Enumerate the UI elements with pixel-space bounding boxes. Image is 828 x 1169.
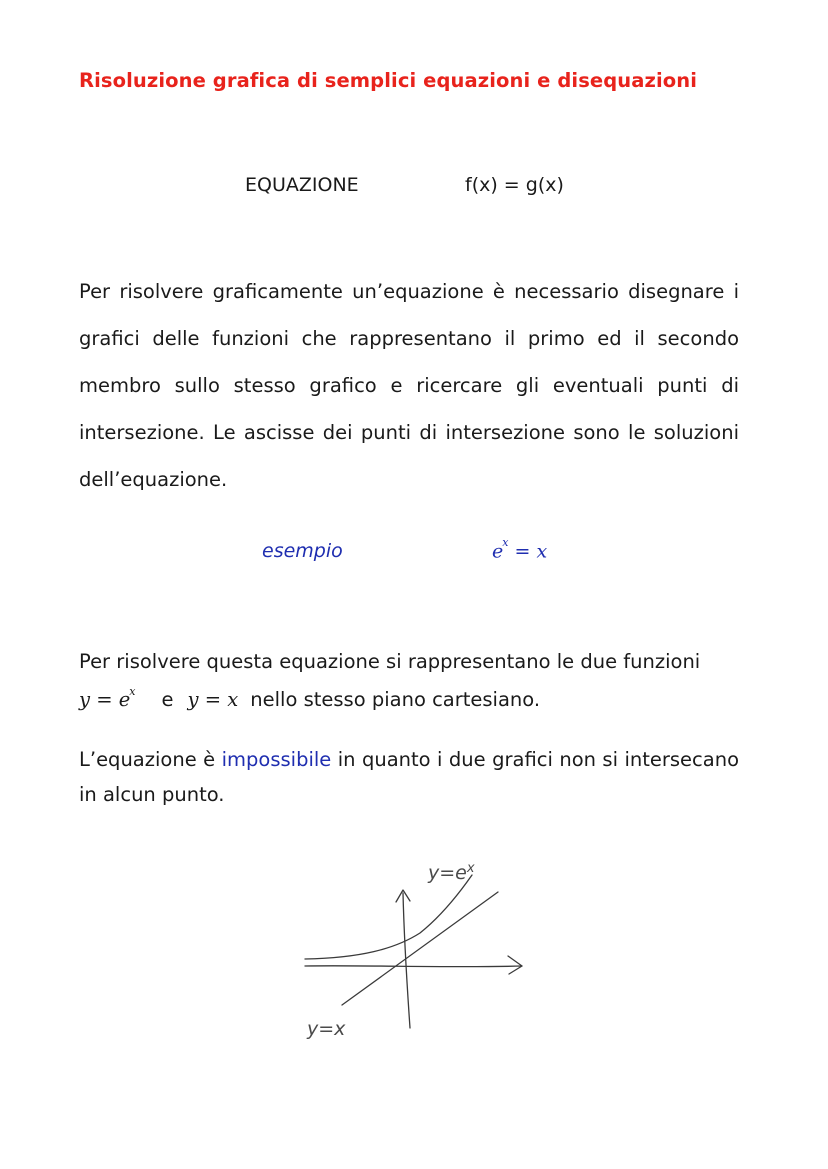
function-linear: y = x	[187, 688, 239, 711]
equation-formula: f(x) = g(x)	[465, 174, 564, 196]
exp-curve	[305, 875, 472, 959]
page-title: Risoluzione grafica di semplici equazioni e disequazioni	[79, 69, 698, 92]
line-label: y=x	[307, 1018, 346, 1040]
conclusion-highlight: impossibile	[221, 748, 332, 771]
equation-label: EQUAZIONE	[245, 174, 359, 196]
function-exp-exponent: x	[129, 684, 136, 698]
paragraph-intro: Per risolvere graficamente un’equazione è necessario disegnare i grafici delle funzioni che rappresentano il primo ed il secondo membro sullo stesso grafico e ricercare gli eventuali punti di intersezione. Le ascisse dei punti di intersezione sono le soluzioni dell’equazione.	[79, 280, 739, 491]
conclusion-before: L’equazione è	[79, 748, 216, 771]
example-rhs: = x	[514, 540, 548, 563]
conjunction: e	[161, 688, 174, 711]
example-exponent: x	[502, 536, 509, 549]
paragraph-conclusion	[79, 742, 739, 812]
conclusion-after: in quanto i due grafici non si intersecano in alcun punto.	[79, 748, 740, 806]
hand-drawn-graph	[300, 845, 540, 1050]
exp-curve-label: $y=e^x$	[428, 861, 475, 884]
line-y-equals-x	[342, 892, 498, 1005]
x-axis-arrow	[508, 956, 522, 974]
x-axis	[305, 966, 522, 967]
example-label: esempio	[262, 540, 343, 562]
functions-line	[79, 684, 541, 711]
function-exp-base: y = e	[79, 688, 131, 711]
functions-suffix: nello stesso piano cartesiano.	[250, 688, 541, 711]
example-formula	[492, 536, 548, 563]
example-base: e	[492, 540, 504, 563]
function-exp	[79, 684, 136, 711]
paragraph-method: Per risolvere questa equazione si rappresentano le due funzioni	[79, 650, 701, 673]
